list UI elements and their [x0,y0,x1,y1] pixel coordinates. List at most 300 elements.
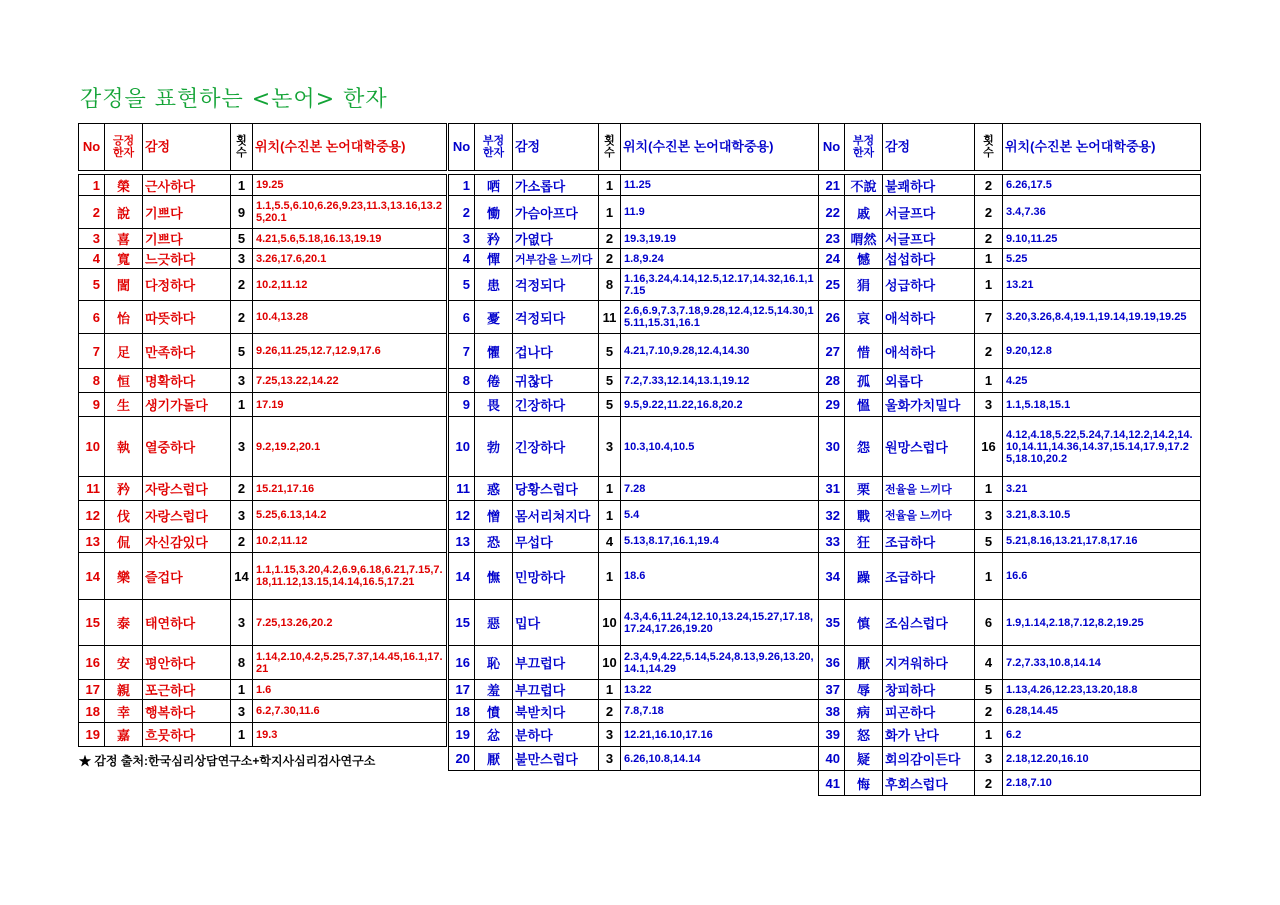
table-row [449,229,819,249]
emotion-cell: 기쁘다 [143,229,231,249]
row-number: 5 [79,269,105,301]
hanja-cell: 畏 [475,393,513,417]
emotion-cell: 서글프다 [883,196,975,229]
table-row [819,269,1201,301]
hanja-cell: 厭 [845,646,883,680]
count-cell: 3 [231,600,253,646]
count-cell: 2 [975,700,1003,723]
location-cell: 2.18,12.20,16.10 [1003,747,1201,771]
row-number: 13 [79,530,105,553]
count-cell: 8 [599,269,621,301]
header-emotion: 감정 [513,124,599,171]
count-cell: 2 [599,229,621,249]
table-row [79,249,447,269]
table-row [449,196,819,229]
table-row [819,553,1201,600]
emotion-cell: 가슴아프다 [513,196,599,229]
header-count: 횟 수 [599,124,621,171]
table-row [449,723,819,747]
row-number: 15 [449,600,475,646]
table-row [79,700,447,723]
hanja-cell: 懼 [475,334,513,369]
hanja-cell: 幸 [105,700,143,723]
table-row [449,700,819,723]
count-cell: 2 [599,249,621,269]
emotion-cell: 후회스럽다 [883,771,975,796]
emotion-cell: 전율을 느끼다 [883,501,975,530]
table-row [79,175,447,196]
hanja-cell: 生 [105,393,143,417]
table-row [819,196,1201,229]
row-number: 5 [449,269,475,301]
table-row [449,553,819,600]
emotion-cell: 가엾다 [513,229,599,249]
location-cell: 1.13,4.26,12.23,13.20,18.8 [1003,680,1201,700]
table-row [79,680,447,700]
count-cell: 3 [231,249,253,269]
row-number: 11 [449,477,475,501]
table-row [79,301,447,334]
count-cell: 3 [231,369,253,393]
count-cell: 3 [231,417,253,477]
table-row [79,646,447,680]
table-row [449,477,819,501]
hanja-cell: 病 [845,700,883,723]
row-number: 2 [79,196,105,229]
location-cell: 7.25,13.22,14.22 [253,369,447,393]
row-number: 14 [79,553,105,600]
row-number: 40 [819,747,845,771]
header-no: No [449,124,475,171]
hanja-cell: 寬 [105,249,143,269]
row-number: 9 [79,393,105,417]
emotion-cell: 애석하다 [883,334,975,369]
emotion-cell: 전율을 느끼다 [883,477,975,501]
hanja-cell: 哂 [475,175,513,196]
table-row [79,369,447,393]
row-number: 10 [449,417,475,477]
location-cell: 10.2,11.12 [253,530,447,553]
row-number: 13 [449,530,475,553]
location-cell: 10.2,11.12 [253,269,447,301]
row-number: 20 [449,747,475,771]
table-row [819,229,1201,249]
row-number: 39 [819,723,845,747]
row-number: 6 [449,301,475,334]
location-cell: 6.2 [1003,723,1201,747]
hanja-cell: 足 [105,334,143,369]
count-cell: 1 [975,249,1003,269]
location-cell: 9.26,11.25,12.7,12.9,17.6 [253,334,447,369]
emotion-cell: 불만스럽다 [513,747,599,771]
emotion-cell: 서글프다 [883,229,975,249]
count-cell: 1 [975,477,1003,501]
count-cell: 10 [599,646,621,680]
hanja-cell: 樂 [105,553,143,600]
emotion-cell: 창피하다 [883,680,975,700]
location-cell: 7.2,7.33,10.8,14.14 [1003,646,1201,680]
count-cell: 1 [599,553,621,600]
location-cell: 19.3,19.19 [621,229,819,249]
table-row [449,501,819,530]
hanja-cell: 辱 [845,680,883,700]
location-cell: 1.6 [253,680,447,700]
emotion-cell: 다정하다 [143,269,231,301]
location-cell: 10.3,10.4,10.5 [621,417,819,477]
count-cell: 1 [231,723,253,747]
location-cell: 9.10,11.25 [1003,229,1201,249]
row-number: 4 [79,249,105,269]
location-cell: 6.26,17.5 [1003,175,1201,196]
count-cell: 2 [975,229,1003,249]
count-cell: 3 [599,723,621,747]
location-cell: 1.9,1.14,2.18,7.12,8.2,19.25 [1003,600,1201,646]
location-cell: 5.25 [1003,249,1201,269]
emotion-cell: 귀찮다 [513,369,599,393]
count-cell: 1 [975,369,1003,393]
emotion-cell: 불쾌하다 [883,175,975,196]
row-number: 18 [449,700,475,723]
count-cell: 2 [231,530,253,553]
row-number: 22 [819,196,845,229]
hanja-cell: 羞 [475,680,513,700]
emotion-cell: 북받치다 [513,700,599,723]
location-cell: 3.4,7.36 [1003,196,1201,229]
emotion-cell: 평안하다 [143,646,231,680]
row-number: 28 [819,369,845,393]
table-row [819,393,1201,417]
row-number: 2 [449,196,475,229]
table-row [449,417,819,477]
location-cell: 18.6 [621,553,819,600]
emotion-cell: 느긋하다 [143,249,231,269]
location-cell: 2.6,6.9,7.3,7.18,9.28,12.4,12.5,14.30,15.11,15.31,16.1 [621,301,819,334]
emotion-cell: 피곤하다 [883,700,975,723]
count-cell: 3 [231,700,253,723]
hanja-cell: 侃 [105,530,143,553]
hanja-cell: 憾 [845,249,883,269]
row-number: 29 [819,393,845,417]
table-row [819,600,1201,646]
emotion-cell: 당황스럽다 [513,477,599,501]
row-number: 16 [79,646,105,680]
row-number: 24 [819,249,845,269]
emotion-cell: 외롭다 [883,369,975,393]
location-cell: 15.21,17.16 [253,477,447,501]
hanja-cell: 怒 [845,723,883,747]
hanja-cell: 慍 [845,393,883,417]
hanja-cell: 恐 [475,530,513,553]
header-count: 횟 수 [231,124,253,171]
table-row [819,747,1201,771]
emotion-cell: 부끄럽다 [513,680,599,700]
table-row [449,680,819,700]
hanja-cell: 憤 [475,700,513,723]
count-cell: 5 [231,229,253,249]
hanja-cell: 戚 [845,196,883,229]
header-location: 위치(수진본 논어대학중용) [253,124,447,171]
location-cell: 7.2,7.33,12.14,13.1,19.12 [621,369,819,393]
location-cell: 3.26,17.6,20.1 [253,249,447,269]
hanja-cell: 慎 [845,600,883,646]
count-cell: 1 [231,393,253,417]
table-row [449,334,819,369]
table-row [79,393,447,417]
table-row [79,553,447,600]
emotion-cell: 자랑스럽다 [143,477,231,501]
table-row [449,600,819,646]
row-number: 30 [819,417,845,477]
header-location: 위치(수진본 논어대학중용) [621,124,819,171]
location-cell: 13.21 [1003,269,1201,301]
row-number: 31 [819,477,845,501]
table-row [79,417,447,477]
hanja-cell: 戰 [845,501,883,530]
row-number: 12 [79,501,105,530]
emotion-cell: 흐뭇하다 [143,723,231,747]
count-cell: 3 [975,501,1003,530]
row-number: 9 [449,393,475,417]
count-cell: 2 [231,269,253,301]
row-number: 17 [79,680,105,700]
count-cell: 3 [231,501,253,530]
location-cell: 2.18,7.10 [1003,771,1201,796]
table-row [449,646,819,680]
emotion-cell: 자랑스럽다 [143,501,231,530]
count-cell: 2 [231,301,253,334]
hanja-cell: 親 [105,680,143,700]
hanja-cell: 惑 [475,477,513,501]
location-cell: 5.4 [621,501,819,530]
table-row [819,417,1201,477]
row-number: 34 [819,553,845,600]
emotion-cell: 포근하다 [143,680,231,700]
hanja-cell: 執 [105,417,143,477]
header-hanja: 부정 한자 [475,124,513,171]
table-row [819,175,1201,196]
hanja-cell: 哀 [845,301,883,334]
emotion-cell: 즐겁다 [143,553,231,600]
location-cell: 9.5,9.22,11.22,16.8,20.2 [621,393,819,417]
emotion-cell: 걱정되다 [513,269,599,301]
count-cell: 10 [599,600,621,646]
hanja-cell: 疑 [845,747,883,771]
emotion-cell: 무섭다 [513,530,599,553]
row-number: 36 [819,646,845,680]
count-cell: 5 [599,393,621,417]
table-row [79,269,447,301]
count-cell: 5 [975,680,1003,700]
row-number: 19 [449,723,475,747]
table-row [819,369,1201,393]
hanja-cell: 矜 [105,477,143,501]
table-row [79,723,447,747]
count-cell: 1 [231,175,253,196]
count-cell: 7 [975,301,1003,334]
row-number: 1 [79,175,105,196]
header-location: 위치(수진본 논어대학중용) [1003,124,1201,171]
hanja-cell: 安 [105,646,143,680]
location-cell: 11.9 [621,196,819,229]
count-cell: 16 [975,417,1003,477]
row-number: 18 [79,700,105,723]
emotion-cell: 민망하다 [513,553,599,600]
count-cell: 1 [599,477,621,501]
table-row [819,334,1201,369]
location-cell: 13.22 [621,680,819,700]
location-cell: 19.25 [253,175,447,196]
hanja-cell: 躁 [845,553,883,600]
hanja-cell: 厭 [475,747,513,771]
positive-hanja-table [78,123,447,747]
hanja-cell: 喟然 [845,229,883,249]
emotion-cell: 회의감이든다 [883,747,975,771]
count-cell: 2 [231,477,253,501]
emotion-cell: 울화가치밀다 [883,393,975,417]
emotion-cell: 거부감을 느끼다 [513,249,599,269]
hanja-cell: 榮 [105,175,143,196]
location-cell: 7.25,13.26,20.2 [253,600,447,646]
location-cell: 4.21,5.6,5.18,16.13,19.19 [253,229,447,249]
emotion-cell: 조급하다 [883,530,975,553]
emotion-cell: 생기가돌다 [143,393,231,417]
row-number: 4 [449,249,475,269]
hanja-cell: 泰 [105,600,143,646]
hanja-cell: 喜 [105,229,143,249]
hanja-cell: 孤 [845,369,883,393]
location-cell: 9.2,19.2,20.1 [253,417,447,477]
hanja-cell: 惜 [845,334,883,369]
table-row [819,680,1201,700]
count-cell: 1 [231,680,253,700]
location-cell: 1.1,5.18,15.1 [1003,393,1201,417]
row-number: 11 [79,477,105,501]
row-number: 1 [449,175,475,196]
location-cell: 6.2,7.30,11.6 [253,700,447,723]
row-number: 12 [449,501,475,530]
count-cell: 6 [975,600,1003,646]
location-cell: 4.3,4.6,11.24,12.10,13.24,15.27,17.18,17.24,17.26,19.20 [621,600,819,646]
table-row [79,196,447,229]
count-cell: 3 [599,747,621,771]
emotion-cell: 성급하다 [883,269,975,301]
row-number: 14 [449,553,475,600]
row-number: 41 [819,771,845,796]
table-row [819,249,1201,269]
location-cell: 12.21,16.10,17.16 [621,723,819,747]
hanja-cell: 恒 [105,369,143,393]
table-row [819,501,1201,530]
location-cell: 2.3,4.9,4.22,5.14,5.24,8.13,9.26,13.20,14.1,14.29 [621,646,819,680]
count-cell: 5 [975,530,1003,553]
hanja-cell: 怡 [105,301,143,334]
hanja-cell: 誾 [105,269,143,301]
hanja-cell: 說 [105,196,143,229]
page-title: 감정을 표현하는 <논어> 한자 [80,87,388,112]
table-row [819,723,1201,747]
emotion-cell: 근사하다 [143,175,231,196]
emotion-cell: 지겨워하다 [883,646,975,680]
emotion-cell: 화가 난다 [883,723,975,747]
emotion-cell: 태연하다 [143,600,231,646]
table-row [819,771,1201,796]
count-cell: 3 [975,393,1003,417]
table-row [449,747,819,771]
table-row [819,646,1201,680]
table-row [79,501,447,530]
count-cell: 4 [975,646,1003,680]
table-row [819,700,1201,723]
hanja-cell: 狷 [845,269,883,301]
location-cell: 10.4,13.28 [253,301,447,334]
negative-hanja-table-1 [448,123,819,771]
row-number: 17 [449,680,475,700]
row-number: 25 [819,269,845,301]
row-number: 7 [449,334,475,369]
count-cell: 1 [599,175,621,196]
table-row [79,530,447,553]
hanja-cell: 栗 [845,477,883,501]
hanja-cell: 矜 [475,229,513,249]
hanja-cell: 憎 [475,501,513,530]
table-row [449,269,819,301]
emotion-cell: 만족하다 [143,334,231,369]
count-cell: 1 [599,680,621,700]
hanja-cell: 憂 [475,301,513,334]
emotion-cell: 긴장하다 [513,417,599,477]
hanja-cell: 慟 [475,196,513,229]
row-number: 32 [819,501,845,530]
row-number: 21 [819,175,845,196]
location-cell: 4.25 [1003,369,1201,393]
header-hanja: 긍정 한자 [105,124,143,171]
header-no: No [819,124,845,171]
emotion-cell: 조급하다 [883,553,975,600]
count-cell: 1 [975,553,1003,600]
row-number: 35 [819,600,845,646]
count-cell: 3 [599,417,621,477]
emotion-cell: 분하다 [513,723,599,747]
count-cell: 2 [975,175,1003,196]
emotion-cell: 걱정되다 [513,301,599,334]
hanja-cell: 憮 [475,553,513,600]
location-cell: 1.14,2.10,4.2,5.25,7.37,14.45,16.1,17.21 [253,646,447,680]
emotion-cell: 열중하다 [143,417,231,477]
hanja-cell: 嘉 [105,723,143,747]
table-row [449,301,819,334]
count-cell: 9 [231,196,253,229]
table-row [819,477,1201,501]
row-number: 3 [79,229,105,249]
count-cell: 2 [975,771,1003,796]
location-cell: 1.16,3.24,4.14,12.5,12.17,14.32,16.1,17.15 [621,269,819,301]
count-cell: 1 [599,196,621,229]
hanja-cell: 惡 [475,600,513,646]
header-emotion: 감정 [143,124,231,171]
location-cell: 7.8,7.18 [621,700,819,723]
row-number: 3 [449,229,475,249]
table-row [79,229,447,249]
count-cell: 4 [599,530,621,553]
location-cell: 3.20,3.26,8.4,19.1,19.14,19.19,19.25 [1003,301,1201,334]
hanja-cell: 勃 [475,417,513,477]
location-cell: 19.3 [253,723,447,747]
count-cell: 3 [975,747,1003,771]
table-row [819,530,1201,553]
hanja-cell: 不說 [845,175,883,196]
location-cell: 5.25,6.13,14.2 [253,501,447,530]
emotion-cell: 몸서리쳐지다 [513,501,599,530]
